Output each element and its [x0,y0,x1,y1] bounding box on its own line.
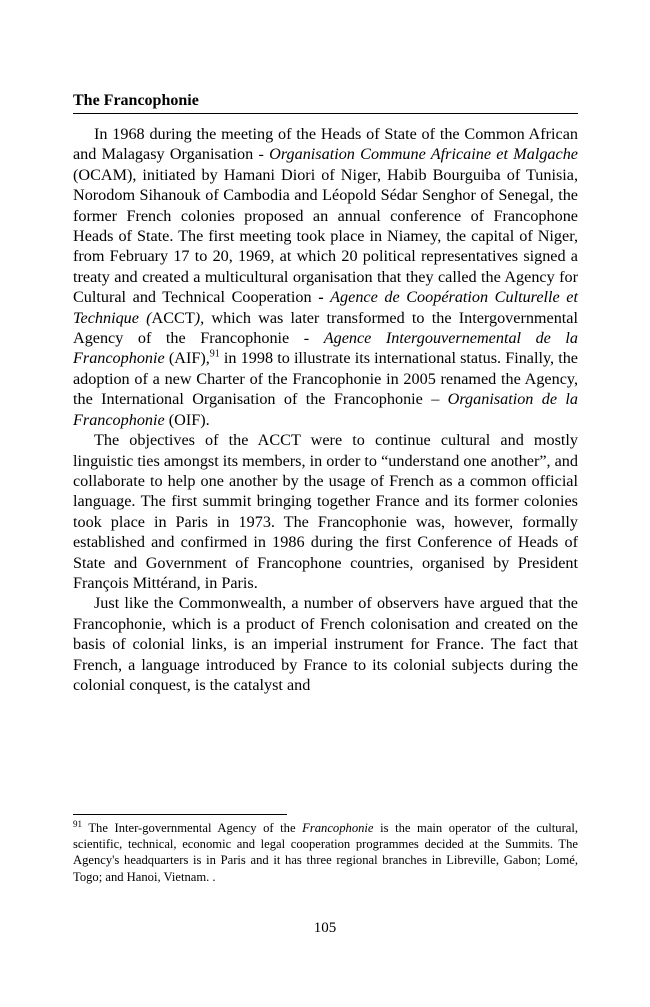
text-run: (AIF), [164,349,210,368]
bold-text: - [318,288,331,307]
section-heading: The Francophonie [73,90,578,114]
paragraph [73,124,578,430]
page-number: 105 [313,920,337,936]
text-run: (OIF). [164,410,210,429]
italic-text: Francophonie [302,821,374,835]
text-run: In 1968 during the meeting of the Heads of State of the Common African and Malagasy Organisation - [73,125,578,164]
text-run: in 1998 to illustrate its international status. Finally, the adoption of a new Charter of the Francophonie in 2005 renamed the Agency, the International Organisation of the Francophonie – [73,349,578,409]
text-run: ACCT [151,308,195,327]
footnote-marker: 91 [209,349,220,361]
text-run: is the main operator of the cultural, scientific, technical, economic and legal cooperation programmes decided at the Summits. The Agency's headquarters is in Paris and it has three regional branches in Libreville, Gabon; Lomé, Togo; and Hanoi, Vietnam. . [73,821,579,884]
text-run: which was later transformed to the Intergovernmental Agency of the Francophonie - [73,308,578,348]
paragraph [73,430,578,593]
text-run: Just like the Commonwealth, a number of observers have argued that the Francophonie, which is a product of French colonisation and created on the basis of colonial links, is an imperial instrument for France. The fact that French, a language introduced by France to its colonial subjects during the colonial conquest, is the catalyst and [73,594,578,694]
footnote-marker: 91 [73,818,82,829]
italic-text: Agence de Coopération Culturelle et Technique ( [73,288,578,327]
italic-text: Agence Intergouvernemental de la Francophonie [73,329,578,368]
italic-text: ), [194,308,205,327]
footnote-divider [73,814,287,815]
italic-text: Organisation de la Francophonie [73,390,578,429]
paragraph [73,593,578,695]
footnote [73,820,578,885]
text-run: The Inter-governmental Agency of the [82,821,303,835]
body-text [73,124,578,695]
text-run: (OCAM), initiated by Hamani Diori of Niger, Habib Bourguiba of Tunisia, Norodom Sihanouk of Cambodia and Léopold Sédar Senghor of Senegal, the former French colonies proposed an annual conference of Francophone Heads of State. The first meeting took place in Niamey, the capital of Niger, from February 17 to 20, 1969, at which 20 political representatives signed a treaty and created a multicultural organisation that they called the Agency for Cultural and Technical Cooperation [73,165,578,307]
page-body [73,90,578,695]
text-run: The objectives of the ACCT were to continue cultural and mostly linguistic ties amongst its members, in order to “understand one another”, and collaborate to help one another by the usage of French as a common official language. The first summit bringing together France and its former colonies took place in Paris in 1973. The Francophonie was, however, formally established and confirmed in 1986 during the first Conference of Heads of State and Government of Francophone countries, organised by President François Mittérand, in Paris. [73,431,578,592]
italic-text: Organisation Commune Africaine et Malgache [269,145,578,164]
